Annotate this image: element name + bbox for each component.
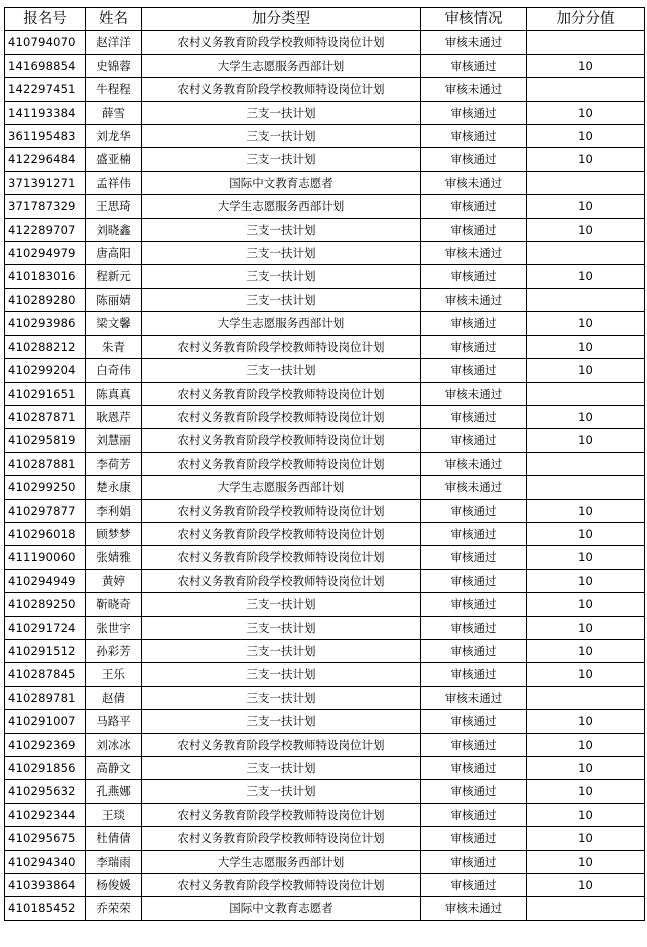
bonus-points-cell: 10: [527, 335, 645, 358]
bonus-points-cell: 10: [527, 265, 645, 288]
registration-number-cell: 410185452: [5, 897, 86, 920]
table-row: [5, 499, 645, 522]
table-row: [5, 265, 645, 288]
name-cell: 楚永康: [86, 476, 142, 499]
review-status-cell: 审核未通过: [421, 288, 527, 311]
bonus-points-cell: 10: [527, 405, 645, 428]
review-status-cell: 审核通过: [421, 616, 527, 639]
table-row: [5, 663, 645, 686]
bonus-type-cell: 大学生志愿服务西部计划: [142, 850, 421, 873]
table-row: [5, 616, 645, 639]
review-status-cell: 审核未通过: [421, 78, 527, 101]
registration-number-cell: 410288212: [5, 335, 86, 358]
name-cell: 王琰: [86, 803, 142, 826]
registration-number-cell: 410291724: [5, 616, 86, 639]
bonus-points-cell: 10: [527, 429, 645, 452]
review-status-cell: 审核通过: [421, 429, 527, 452]
review-status-cell: 审核未通过: [421, 171, 527, 194]
name-cell: 史锦蓉: [86, 54, 142, 77]
review-status-cell: 审核通过: [421, 265, 527, 288]
review-status-cell: 审核通过: [421, 312, 527, 335]
bonus-type-cell: 农村义务教育阶段学校教师特设岗位计划: [142, 429, 421, 452]
registration-number-cell: 371391271: [5, 171, 86, 194]
bonus-type-cell: 大学生志愿服务西部计划: [142, 54, 421, 77]
name-cell: 刘晓鑫: [86, 218, 142, 241]
review-status-cell: 审核通过: [421, 780, 527, 803]
bonus-points-cell: [527, 382, 645, 405]
table-row: [5, 382, 645, 405]
registration-number-cell: 142297451: [5, 78, 86, 101]
registration-number-cell: 412289707: [5, 218, 86, 241]
review-status-cell: 审核通过: [421, 335, 527, 358]
registration-number-cell: 410294340: [5, 850, 86, 873]
registration-number-cell: 410291856: [5, 757, 86, 780]
bonus-type-cell: 三支一扶计划: [142, 148, 421, 171]
review-status-cell: 审核通过: [421, 757, 527, 780]
review-status-cell: 审核通过: [421, 522, 527, 545]
name-cell: 朱青: [86, 335, 142, 358]
review-status-cell: 审核通过: [421, 54, 527, 77]
review-status-cell: 审核未通过: [421, 382, 527, 405]
bonus-type-cell: 三支一扶计划: [142, 218, 421, 241]
review-status-cell: 审核通过: [421, 850, 527, 873]
bonus-type-cell: 农村义务教育阶段学校教师特设岗位计划: [142, 78, 421, 101]
bonus-points-cell: 10: [527, 827, 645, 850]
table-row: [5, 195, 645, 218]
bonus-points-cell: 10: [527, 593, 645, 616]
review-status-cell: 审核未通过: [421, 686, 527, 709]
registration-number-cell: 410287845: [5, 663, 86, 686]
review-status-cell: 审核通过: [421, 195, 527, 218]
header-row: [5, 8, 645, 31]
bonus-type-cell: 三支一扶计划: [142, 242, 421, 265]
name-cell: 白奇伟: [86, 359, 142, 382]
name-cell: 薛雪: [86, 101, 142, 124]
name-cell: 赵洋洋: [86, 31, 142, 54]
registration-number-cell: 410291512: [5, 639, 86, 662]
bonus-type-cell: 三支一扶计划: [142, 686, 421, 709]
review-status-cell: 审核通过: [421, 218, 527, 241]
bonus-points-cell: 10: [527, 522, 645, 545]
bonus-points-cell: 10: [527, 663, 645, 686]
review-status-cell: 审核通过: [421, 639, 527, 662]
review-status-cell: 审核通过: [421, 101, 527, 124]
table-body: [5, 31, 645, 920]
name-cell: 刘慧丽: [86, 429, 142, 452]
name-cell: 唐高阳: [86, 242, 142, 265]
name-cell: 乔荣荣: [86, 897, 142, 920]
registration-number-cell: 410183016: [5, 265, 86, 288]
review-status-cell: 审核通过: [421, 710, 527, 733]
bonus-points-cell: 10: [527, 639, 645, 662]
bonus-points-cell: 10: [527, 101, 645, 124]
name-cell: 王思琦: [86, 195, 142, 218]
table-row: [5, 429, 645, 452]
bonus-type-cell: 国际中文教育志愿者: [142, 897, 421, 920]
table-row: [5, 359, 645, 382]
name-cell: 黄婷: [86, 569, 142, 592]
review-status-cell: 审核通过: [421, 148, 527, 171]
name-cell: 王乐: [86, 663, 142, 686]
review-status-cell: 审核通过: [421, 803, 527, 826]
table-row: [5, 312, 645, 335]
bonus-points-cell: 10: [527, 874, 645, 897]
header-registration-number: 报名号: [5, 8, 86, 31]
header-bonus-points: 加分分值: [527, 8, 645, 31]
bonus-type-cell: 三支一扶计划: [142, 710, 421, 733]
name-cell: 李荷芳: [86, 452, 142, 475]
name-cell: 牛程程: [86, 78, 142, 101]
name-cell: 张世宇: [86, 616, 142, 639]
registration-number-cell: 410393864: [5, 874, 86, 897]
review-status-cell: 审核通过: [421, 663, 527, 686]
name-cell: 李瑞雨: [86, 850, 142, 873]
table-row: [5, 242, 645, 265]
review-status-cell: 审核未通过: [421, 897, 527, 920]
bonus-type-cell: 农村义务教育阶段学校教师特设岗位计划: [142, 803, 421, 826]
table-row: [5, 803, 645, 826]
bonus-points-cell: 10: [527, 218, 645, 241]
registration-number-cell: 411190060: [5, 546, 86, 569]
bonus-type-cell: 三支一扶计划: [142, 780, 421, 803]
review-status-cell: 审核未通过: [421, 476, 527, 499]
table-row: [5, 335, 645, 358]
registration-number-cell: 410295819: [5, 429, 86, 452]
bonus-type-cell: 三支一扶计划: [142, 359, 421, 382]
table-row: [5, 569, 645, 592]
name-cell: 杨俊媛: [86, 874, 142, 897]
name-cell: 靳晓奇: [86, 593, 142, 616]
review-status-cell: 审核通过: [421, 569, 527, 592]
bonus-points-cell: 10: [527, 616, 645, 639]
registration-number-cell: 410292344: [5, 803, 86, 826]
bonus-points-cell: 10: [527, 757, 645, 780]
review-status-cell: 审核通过: [421, 359, 527, 382]
registration-number-cell: 410295675: [5, 827, 86, 850]
registration-number-cell: 410299204: [5, 359, 86, 382]
table-row: [5, 476, 645, 499]
header-bonus-type: 加分类型: [142, 8, 421, 31]
bonus-points-cell: [527, 897, 645, 920]
name-cell: 孟祥伟: [86, 171, 142, 194]
bonus-type-cell: 大学生志愿服务西部计划: [142, 195, 421, 218]
table-row: [5, 733, 645, 756]
registration-number-cell: 410296018: [5, 522, 86, 545]
table-row: [5, 522, 645, 545]
table-row: [5, 897, 645, 920]
registration-number-cell: 141193384: [5, 101, 86, 124]
bonus-type-cell: 农村义务教育阶段学校教师特设岗位计划: [142, 452, 421, 475]
bonus-points-cell: 10: [527, 359, 645, 382]
table-row: [5, 593, 645, 616]
bonus-points-cell: 10: [527, 148, 645, 171]
table-row: [5, 288, 645, 311]
registration-number-cell: 410293986: [5, 312, 86, 335]
table-row: [5, 405, 645, 428]
review-status-cell: 审核通过: [421, 125, 527, 148]
registration-number-cell: 412296484: [5, 148, 86, 171]
name-cell: 高静文: [86, 757, 142, 780]
bonus-points-table: [4, 7, 645, 921]
bonus-points-cell: 10: [527, 125, 645, 148]
name-cell: 刘龙华: [86, 125, 142, 148]
table-row: [5, 850, 645, 873]
name-cell: 李利娟: [86, 499, 142, 522]
bonus-points-cell: [527, 288, 645, 311]
table-row: [5, 874, 645, 897]
registration-number-cell: 410289280: [5, 288, 86, 311]
bonus-type-cell: 农村义务教育阶段学校教师特设岗位计划: [142, 31, 421, 54]
table-row: [5, 780, 645, 803]
bonus-points-cell: [527, 476, 645, 499]
bonus-type-cell: 农村义务教育阶段学校教师特设岗位计划: [142, 569, 421, 592]
review-status-cell: 审核通过: [421, 874, 527, 897]
review-status-cell: 审核未通过: [421, 242, 527, 265]
bonus-type-cell: 三支一扶计划: [142, 616, 421, 639]
bonus-points-cell: 10: [527, 733, 645, 756]
registration-number-cell: 410291007: [5, 710, 86, 733]
bonus-points-cell: 10: [527, 803, 645, 826]
table-row: [5, 710, 645, 733]
bonus-type-cell: 农村义务教育阶段学校教师特设岗位计划: [142, 382, 421, 405]
registration-number-cell: 410299250: [5, 476, 86, 499]
bonus-points-cell: 10: [527, 780, 645, 803]
registration-number-cell: 410291651: [5, 382, 86, 405]
name-cell: 刘冰冰: [86, 733, 142, 756]
bonus-type-cell: 大学生志愿服务西部计划: [142, 476, 421, 499]
table-row: [5, 31, 645, 54]
name-cell: 程新元: [86, 265, 142, 288]
registration-number-cell: 410289781: [5, 686, 86, 709]
review-status-cell: 审核通过: [421, 593, 527, 616]
bonus-type-cell: 三支一扶计划: [142, 265, 421, 288]
table-row: [5, 546, 645, 569]
bonus-points-cell: [527, 242, 645, 265]
registration-number-cell: 141698854: [5, 54, 86, 77]
review-status-cell: 审核通过: [421, 546, 527, 569]
review-status-cell: 审核通过: [421, 499, 527, 522]
table-row: [5, 101, 645, 124]
name-cell: 盛亚楠: [86, 148, 142, 171]
bonus-type-cell: 三支一扶计划: [142, 593, 421, 616]
bonus-type-cell: 农村义务教育阶段学校教师特设岗位计划: [142, 335, 421, 358]
bonus-type-cell: 三支一扶计划: [142, 757, 421, 780]
registration-number-cell: 361195483: [5, 125, 86, 148]
bonus-type-cell: 农村义务教育阶段学校教师特设岗位计划: [142, 733, 421, 756]
bonus-type-cell: 国际中文教育志愿者: [142, 171, 421, 194]
review-status-cell: 审核未通过: [421, 31, 527, 54]
registration-number-cell: 410287881: [5, 452, 86, 475]
bonus-points-cell: [527, 171, 645, 194]
name-cell: 孔燕娜: [86, 780, 142, 803]
registration-number-cell: 410292369: [5, 733, 86, 756]
table-row: [5, 757, 645, 780]
name-cell: 梁文馨: [86, 312, 142, 335]
bonus-points-cell: 10: [527, 499, 645, 522]
bonus-points-cell: 10: [527, 546, 645, 569]
bonus-type-cell: 三支一扶计划: [142, 663, 421, 686]
bonus-type-cell: 三支一扶计划: [142, 288, 421, 311]
table-row: [5, 827, 645, 850]
table-row: [5, 125, 645, 148]
bonus-points-cell: [527, 78, 645, 101]
review-status-cell: 审核通过: [421, 827, 527, 850]
table-row: [5, 452, 645, 475]
registration-number-cell: 410295632: [5, 780, 86, 803]
bonus-type-cell: 农村义务教育阶段学校教师特设岗位计划: [142, 522, 421, 545]
table-row: [5, 686, 645, 709]
registration-number-cell: 410294949: [5, 569, 86, 592]
bonus-points-cell: 10: [527, 569, 645, 592]
bonus-points-cell: [527, 31, 645, 54]
table-row: [5, 639, 645, 662]
bonus-type-cell: 农村义务教育阶段学校教师特设岗位计划: [142, 405, 421, 428]
name-cell: 杜倩倩: [86, 827, 142, 850]
bonus-type-cell: 农村义务教育阶段学校教师特设岗位计划: [142, 546, 421, 569]
name-cell: 孙彩芳: [86, 639, 142, 662]
bonus-points-cell: 10: [527, 710, 645, 733]
table-row: [5, 171, 645, 194]
name-cell: 耿恩芹: [86, 405, 142, 428]
bonus-points-cell: 10: [527, 195, 645, 218]
registration-number-cell: 410297877: [5, 499, 86, 522]
bonus-type-cell: 农村义务教育阶段学校教师特设岗位计划: [142, 874, 421, 897]
bonus-points-cell: 10: [527, 54, 645, 77]
name-cell: 陈丽婧: [86, 288, 142, 311]
registration-number-cell: 410794070: [5, 31, 86, 54]
table-row: [5, 148, 645, 171]
name-cell: 马路平: [86, 710, 142, 733]
registration-number-cell: 371787329: [5, 195, 86, 218]
bonus-points-cell: [527, 686, 645, 709]
bonus-points-cell: 10: [527, 850, 645, 873]
bonus-points-cell: [527, 452, 645, 475]
bonus-type-cell: 农村义务教育阶段学校教师特设岗位计划: [142, 499, 421, 522]
name-cell: 陈真真: [86, 382, 142, 405]
name-cell: 张婧雅: [86, 546, 142, 569]
table-row: [5, 78, 645, 101]
table-row: [5, 218, 645, 241]
name-cell: 赵倩: [86, 686, 142, 709]
registration-number-cell: 410287871: [5, 405, 86, 428]
bonus-type-cell: 三支一扶计划: [142, 639, 421, 662]
review-status-cell: 审核通过: [421, 405, 527, 428]
bonus-type-cell: 三支一扶计划: [142, 125, 421, 148]
bonus-type-cell: 三支一扶计划: [142, 101, 421, 124]
header-name: 姓名: [86, 8, 142, 31]
bonus-type-cell: 大学生志愿服务西部计划: [142, 312, 421, 335]
review-status-cell: 审核未通过: [421, 452, 527, 475]
bonus-type-cell: 农村义务教育阶段学校教师特设岗位计划: [142, 827, 421, 850]
review-status-cell: 审核通过: [421, 733, 527, 756]
bonus-points-cell: 10: [527, 312, 645, 335]
header-review-status: 审核情况: [421, 8, 527, 31]
registration-number-cell: 410294979: [5, 242, 86, 265]
registration-number-cell: 410289250: [5, 593, 86, 616]
table-row: [5, 54, 645, 77]
name-cell: 顾梦梦: [86, 522, 142, 545]
